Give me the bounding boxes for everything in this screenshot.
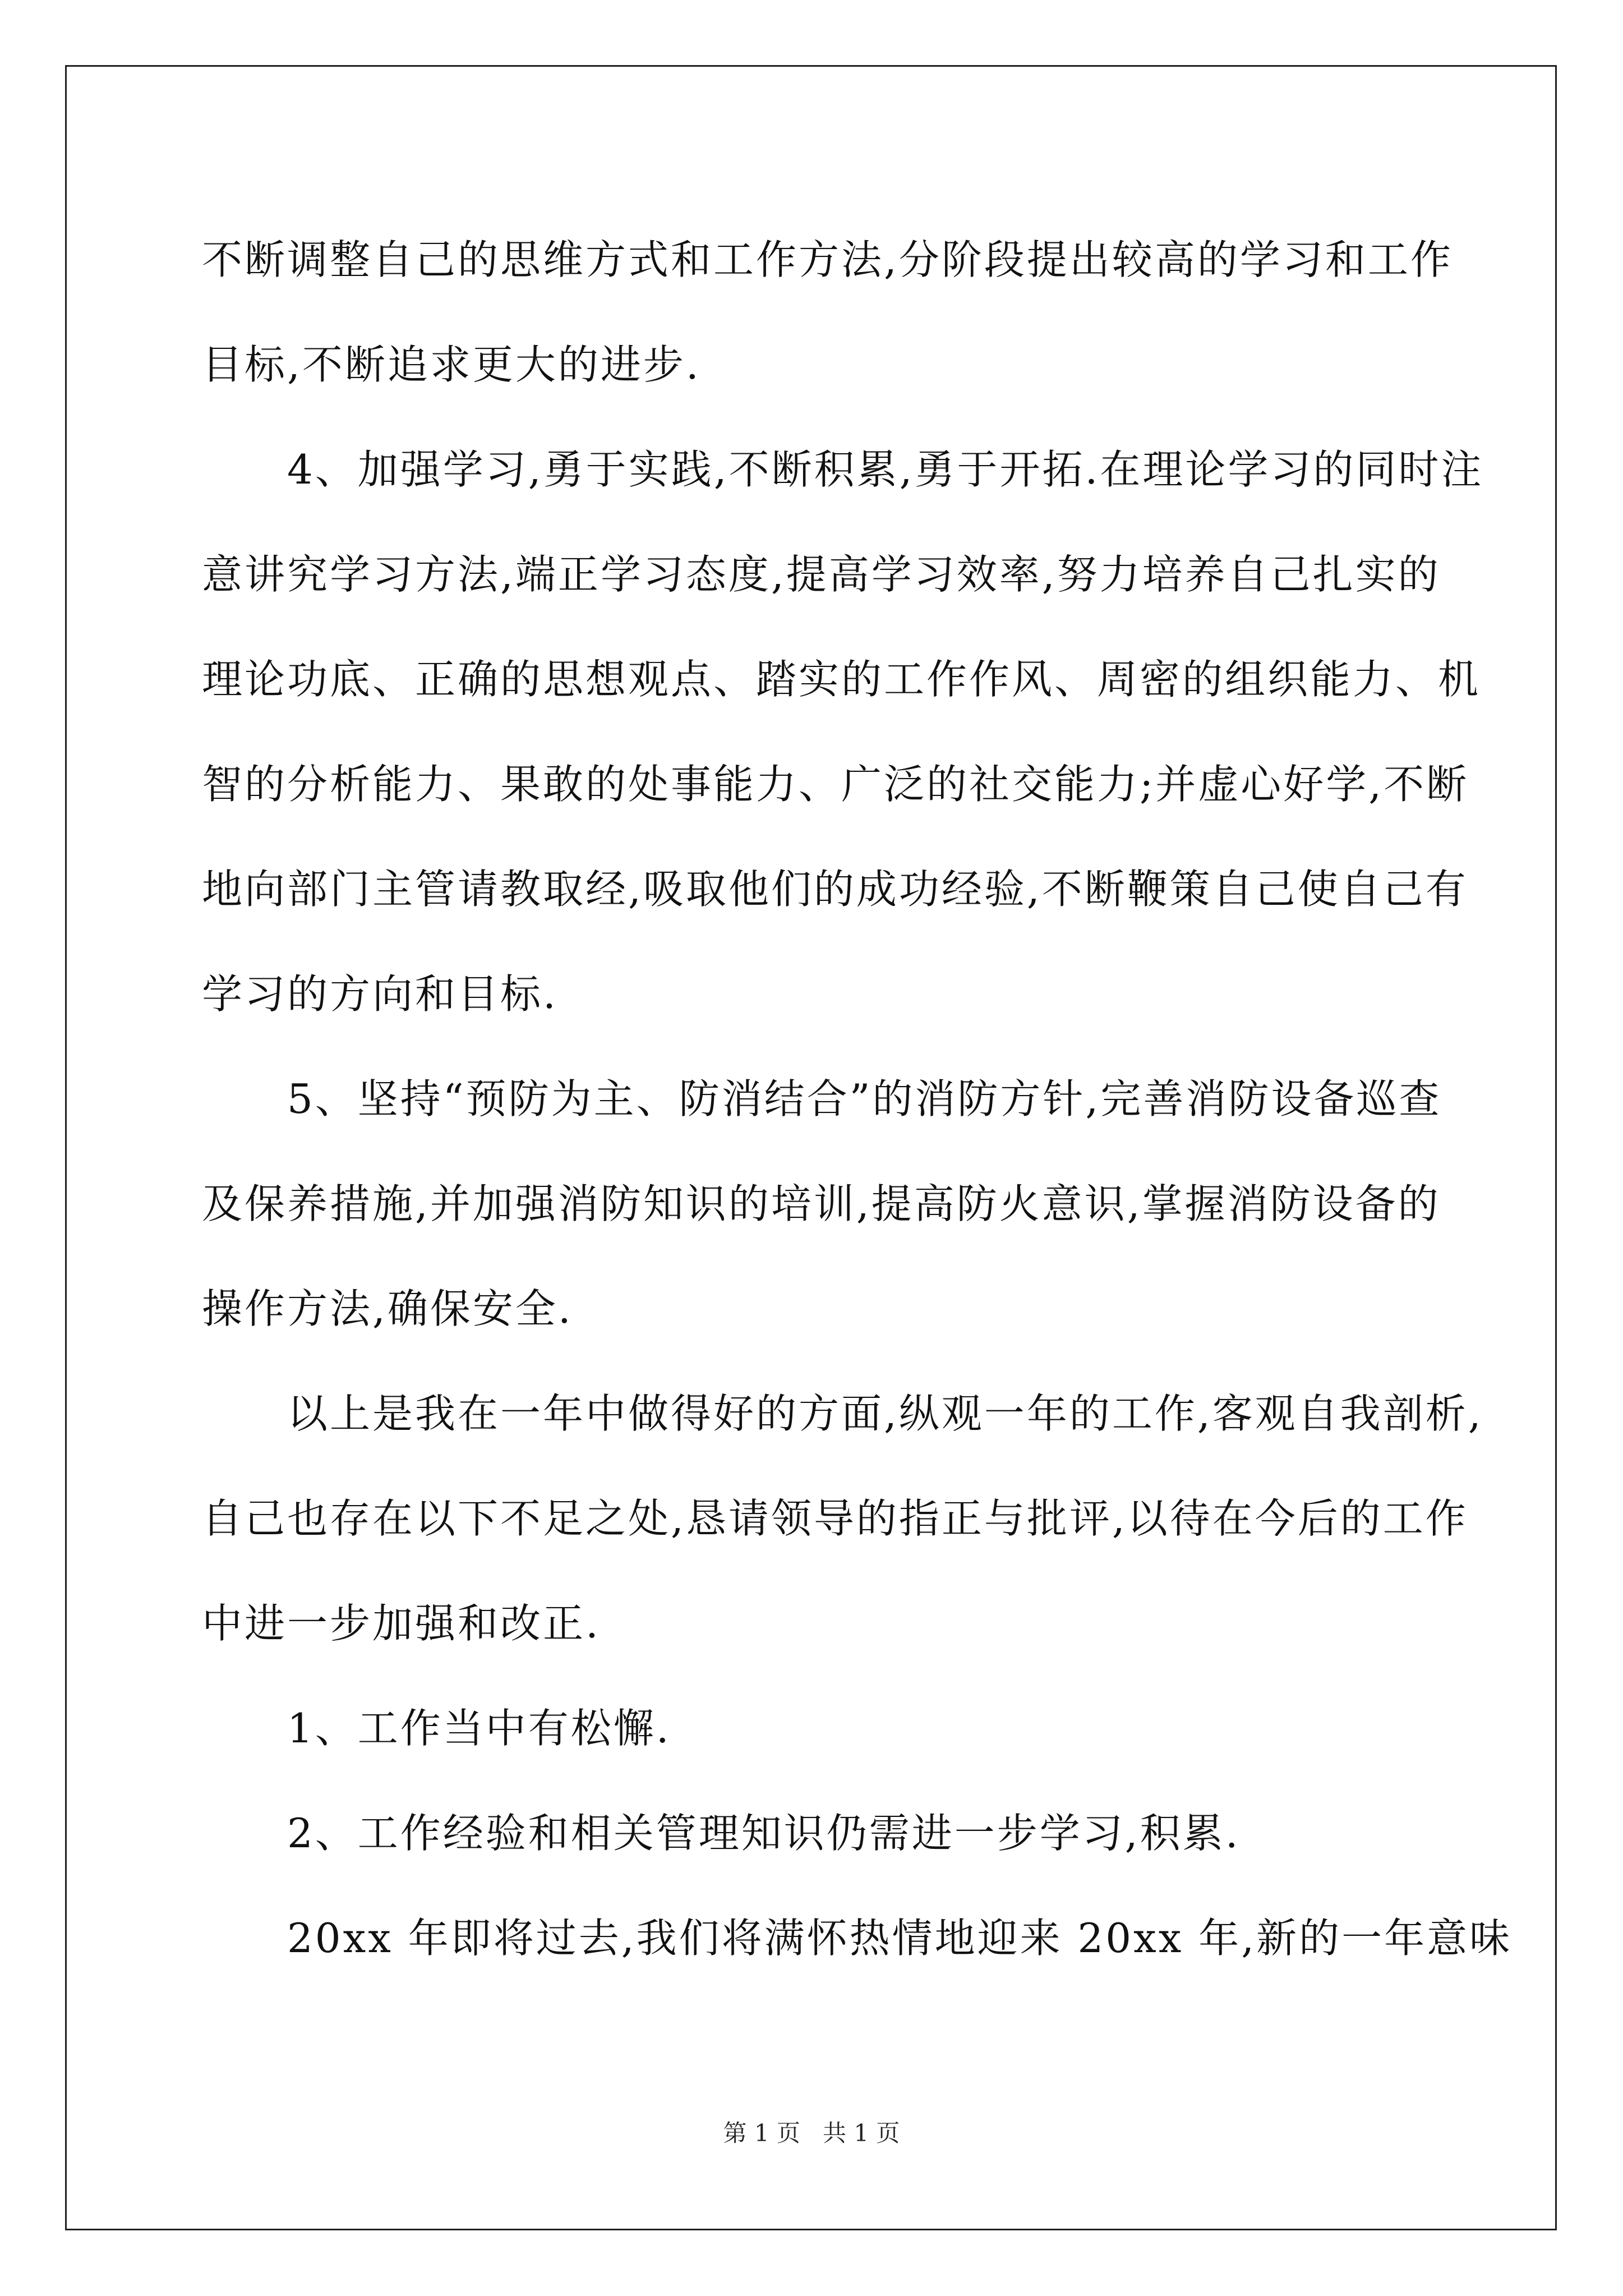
page-number-current: 第 1 页 [723,2119,800,2147]
text-line: 目标,不断追求更大的进步. [202,341,701,388]
text-line: 地向部门主管请教取经,吸取他们的成功经验,不断鞭策自己使自己有 [202,866,1468,913]
text-line: 意讲究学习方法,端正学习态度,提高学习效率,努力培养自己扎实的 [202,551,1441,598]
text-line: 及保养措施,并加强消防知识的培训,提高防火意识,掌握消防设备的 [202,1180,1441,1227]
text-line: 自己也存在以下不足之处,恳请领导的指正与批评,以待在今后的工作 [202,1495,1468,1542]
page-number-total: 共 1 页 [823,2119,900,2147]
text-line: 智的分析能力、果敢的处事能力、广泛的社交能力;并虚心好学,不断 [202,761,1469,808]
page-footer [0,2115,1623,2148]
document-body [202,208,1513,1991]
text-line: 1、工作当中有松懈. [202,1705,671,1752]
text-line: 20xx 年即将过去,我们将满怀热情地迎来 20xx 年,新的一年意味 [202,1915,1513,1962]
text-line: 5、坚持“预防为主、防消结合”的消防方针,完善消防设备巡查 [202,1075,1442,1122]
text-line: 2、工作经验和相关管理知识仍需进一步学习,积累. [202,1810,1241,1857]
text-line: 理论功底、正确的思想观点、踏实的工作作风、周密的组织能力、机 [202,656,1481,703]
text-line: 中进一步加强和改正. [202,1600,601,1647]
text-line: 学习的方向和目标. [202,970,558,1018]
text-line: 4、加强学习,勇于实践,不断积累,勇于开拓.在理论学习的同时注 [202,446,1484,493]
text-line: 以上是我在一年中做得好的方面,纵观一年的工作,客观自我剖析, [202,1390,1483,1437]
text-line: 不断调整自己的思维方式和工作方法,分阶段提出较高的学习和工作 [202,236,1453,283]
text-line: 操作方法,确保安全. [202,1285,573,1332]
